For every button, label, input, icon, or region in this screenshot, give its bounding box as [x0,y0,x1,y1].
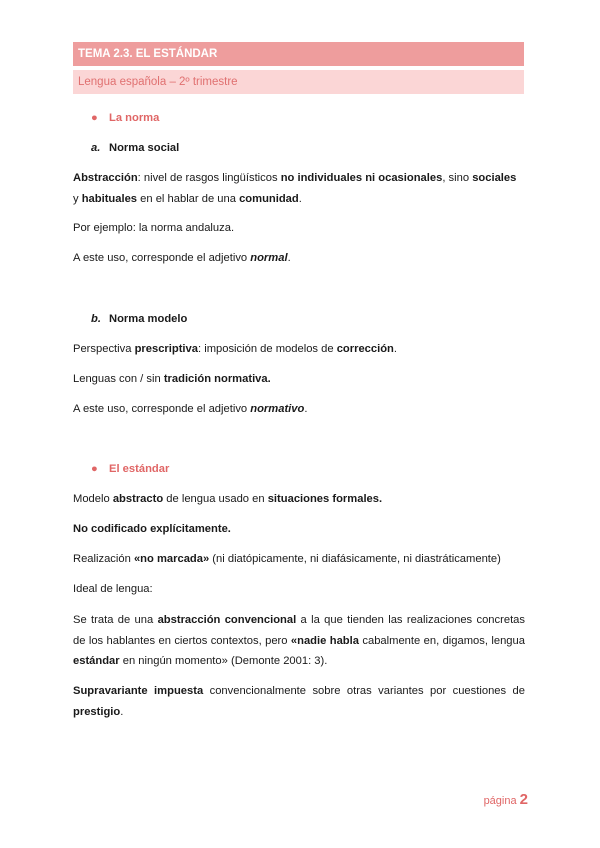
section-heading-la-norma: ● La norma [91,112,160,124]
subheading-norma-social: a. Norma social [91,142,180,154]
paragraph-tradicion: Lenguas con / sin tradición normativa. [73,373,271,385]
list-letter: a. [91,142,101,154]
section-heading-el-estandar: ● El estándar [91,463,170,475]
paragraph-no-codificado: No codificado explícitamente. [73,523,231,535]
subheading-norma-modelo: b. Norma modelo [91,313,188,325]
bullet-dot-icon: ● [91,112,98,124]
paragraph-quote-demonte: Se trata de una abstracción convencional a la que tienden las realizaciones concretas de los hablantes en ciertos contextos, pero «nadie habla cabalmente en, digamos, lengua estándar en ningún momento» (Demonte 2001: 3). [73,614,525,667]
document-subtitle-bar [73,70,524,94]
paragraph-prescriptiva: Perspectiva prescriptiva: imposición de modelos de corrección. [73,343,398,355]
paragraph-modelo-abstracto: Modelo abstracto de lengua usado en situaciones formales. [73,493,383,505]
paragraph-abstraccion: Abstracción: nivel de rasgos lingüísticos no individuales ni ocasionales, sino sociales y habituales en el hablar de una comunidad. [73,172,517,205]
document-subtitle: Lengua española – 2º trimestre [78,76,238,88]
document-title: TEMA 2.3. EL ESTÁNDAR [78,48,218,60]
page-number-value: 2 [519,791,528,808]
bullet-dot-icon: ● [91,463,98,475]
document-title-bar [73,42,524,66]
paragraph-realizacion: Realización «no marcada» (ni diatópicamente, ni diafásicamente, ni diastráticamente) [73,553,501,565]
paragraph-adjetivo-normativo: A este uso, corresponde el adjetivo normativo. [73,403,308,415]
paragraph-ideal: Ideal de lengua: [73,583,153,595]
paragraph-adjetivo-normal: A este uso, corresponde el adjetivo normal. [73,252,291,264]
page-number [484,791,528,808]
paragraph-supravariante: Supravariante impuesta convencionalmente sobre otras variantes por cuestiones de prestigio. [73,685,525,718]
paragraph-example: Por ejemplo: la norma andaluza. [73,222,235,234]
list-letter: b. [91,313,101,325]
page-label: página [483,795,520,807]
